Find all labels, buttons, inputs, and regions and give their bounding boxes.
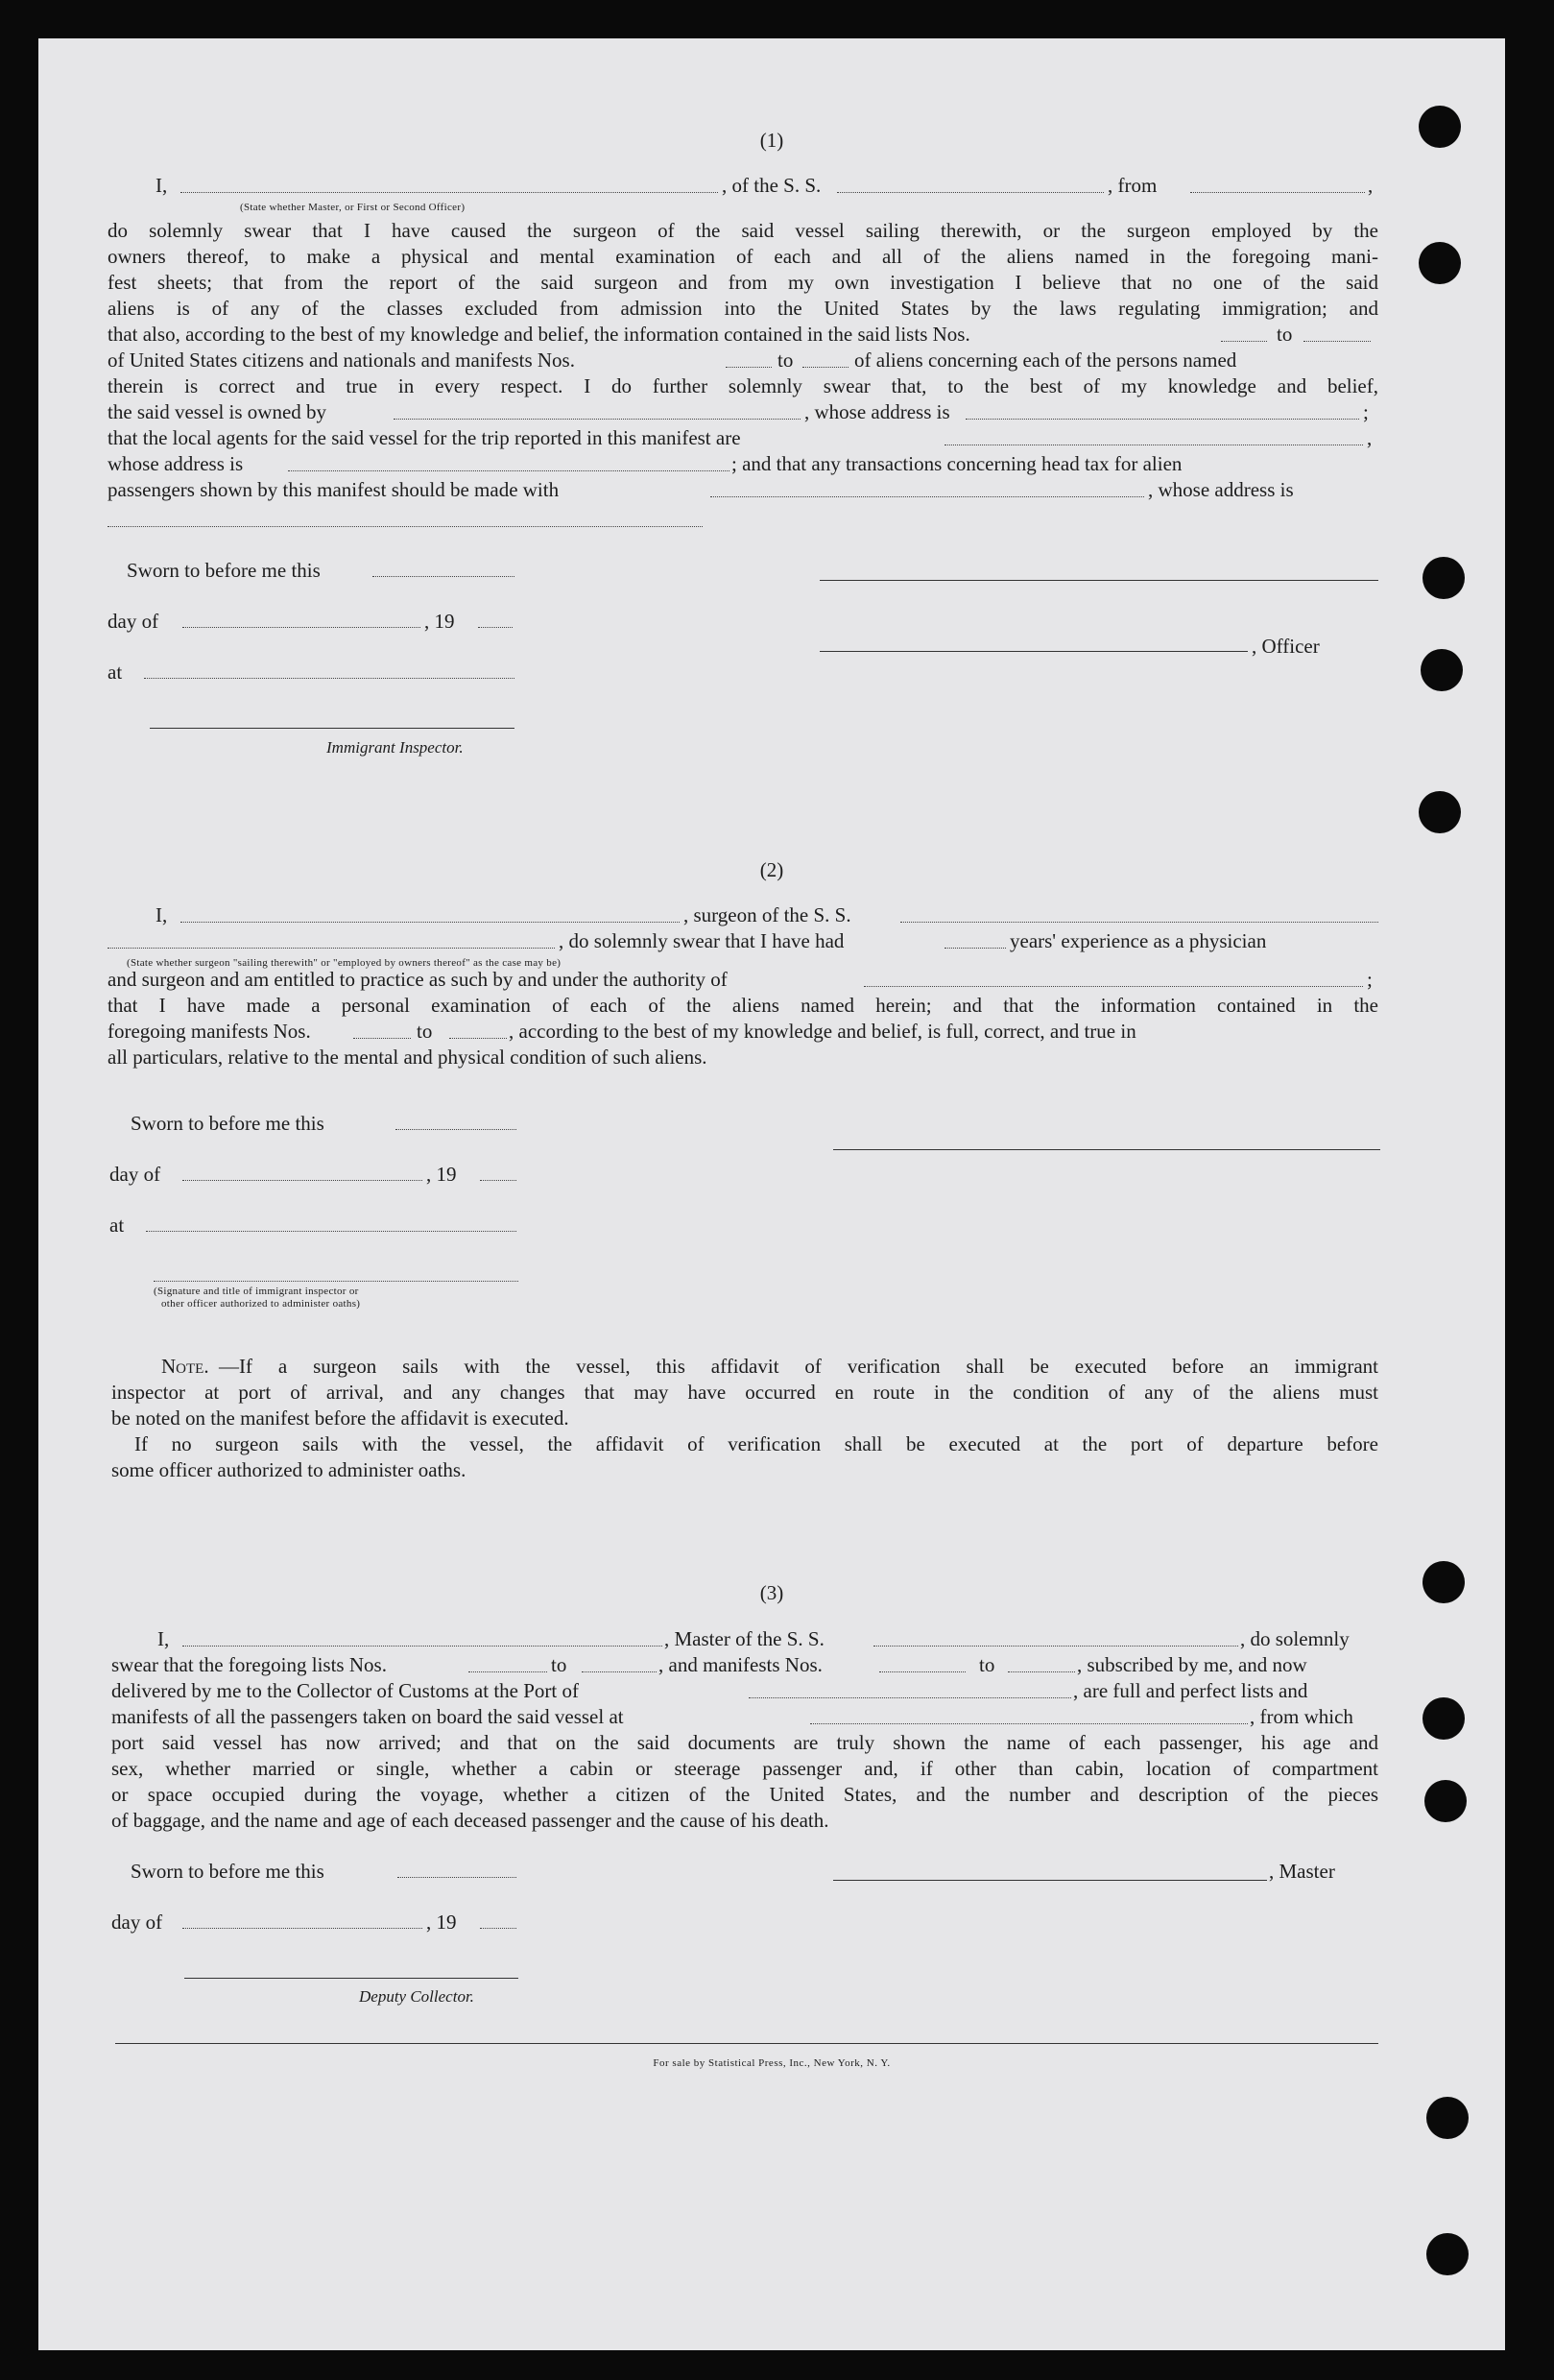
manifest-affidavit-page (38, 38, 1505, 2350)
s3-i-label: I, (157, 1627, 170, 1650)
punch-hole (1423, 557, 1465, 599)
s3-year-field[interactable] (480, 1928, 516, 1929)
s2-manifests-to: to (417, 1020, 433, 1043)
s3-master-signature-line[interactable] (833, 1880, 1267, 1881)
s3-manifests-to: to (979, 1653, 995, 1676)
s1-day-of-label: day of (108, 610, 159, 633)
s1-sworn-day-field[interactable] (372, 576, 514, 577)
s3-solemnly-label: , do solemnly (1240, 1627, 1350, 1650)
s1-text-line-2: owners thereof, to make a physical and mental examination of each and all of the aliens named in the foregoing mani- (108, 245, 1378, 268)
s1-place-field[interactable] (144, 678, 514, 679)
section-1-number: (1) (759, 129, 784, 152)
punch-hole (1421, 649, 1463, 691)
s1-line6-text: of United States citizens and nationals and manifests Nos. (108, 349, 575, 372)
s3-lists-from-field[interactable] (468, 1671, 547, 1672)
s3-sworn-label: Sworn to before me this (131, 1860, 324, 1883)
s3-lists-to: to (551, 1653, 567, 1676)
s2-month-field[interactable] (182, 1180, 422, 1181)
s1-agents-label: that the local agents for the said vessel for the trip reported in this manifest are (108, 426, 741, 449)
s2-manifests-to-field[interactable] (449, 1038, 507, 1039)
s2-sworn-label: Sworn to before me this (131, 1112, 324, 1135)
s2-at-label: at (109, 1214, 125, 1237)
s3-text-line-8: of baggage, and the name and age of each deceased passenger and the cause of his death. (111, 1809, 829, 1832)
s1-from-port-field[interactable] (1190, 192, 1365, 193)
s2-signature-hint-1: (Signature and title of immigrant inspector or (154, 1286, 359, 1297)
s2-text-line-6: all particulars, relative to the mental and physical condition of such aliens. (108, 1046, 707, 1069)
s1-line5-to: to (1277, 323, 1293, 346)
s3-lists-to-field[interactable] (582, 1671, 657, 1672)
s1-line6-rest: of aliens concerning each of the persons named (854, 349, 1237, 372)
s2-surgeon-signature-line[interactable] (833, 1149, 1380, 1150)
punch-hole (1426, 2233, 1469, 2275)
s3-master-of-label: , Master of the S. S. (664, 1627, 825, 1650)
s2-authority-label: and surgeon and am entitled to practice as such by and under the authority of (108, 968, 728, 991)
punch-hole (1423, 1561, 1465, 1603)
section-2-number: (2) (759, 858, 784, 881)
s3-lists-label: swear that the foregoing lists Nos. (111, 1653, 387, 1676)
s3-master-name-field[interactable] (182, 1646, 662, 1647)
s1-manifests-to-field[interactable] (802, 367, 849, 368)
s2-years-field[interactable] (944, 948, 1006, 949)
s2-semicolon: ; (1367, 968, 1373, 991)
s2-surgeon-hint: (State whether surgeon "sailing therewith" or "employed by owners thereof" as the case may be) (127, 957, 562, 969)
s1-line6-to: to (777, 349, 794, 372)
s1-of-ss-label: , of the S. S. (722, 174, 822, 197)
printer-footer: For sale by Statistical Press, Inc., New York, N. Y. (653, 2057, 891, 2069)
s1-at-label: at (108, 661, 123, 684)
s1-lists-to-field[interactable] (1303, 341, 1371, 342)
s1-month-field[interactable] (182, 627, 420, 628)
s1-agents-address-field[interactable] (288, 470, 729, 471)
note-text-line-1: —If a surgeon sails with the vessel, this affidavit of verification shall be executed before an immigrant (219, 1355, 1378, 1378)
s2-year-field[interactable] (480, 1180, 516, 1181)
note-text-line-5: some officer authorized to administer oaths. (111, 1458, 466, 1481)
s1-year-field[interactable] (478, 627, 513, 628)
s2-sworn-day-field[interactable] (395, 1129, 516, 1130)
s2-surgeon-name-field[interactable] (180, 922, 680, 923)
s2-vessel-name-field[interactable] (900, 922, 1378, 923)
s3-deputy-signature-line[interactable] (184, 1978, 518, 1979)
s1-text-line-4: aliens is of any of the classes excluded from admission into the United States by the laws regulating immigration; and (108, 297, 1378, 320)
s2-surgeon-of-label: , surgeon of the S. S. (683, 903, 851, 926)
s1-text-line-7: therein is correct and true in every respect. I do further solemnly swear that, to the best of my knowledge and belief, (108, 374, 1378, 397)
s2-manifests-from-field[interactable] (353, 1038, 411, 1039)
s1-inspector-caption: Immigrant Inspector. (326, 738, 464, 757)
s3-text-line-6: sex, whether married or single, whether a cabin or steerage passenger and, if other than cabin, location of compartment (111, 1757, 1378, 1780)
s2-surgeon-status-field[interactable] (108, 948, 555, 949)
punch-hole (1426, 2097, 1469, 2139)
s1-comma: , (1368, 174, 1374, 197)
s3-year-label: , 19 (426, 1911, 457, 1934)
s2-year-label: , 19 (426, 1163, 457, 1186)
s3-taken-at-label: manifests of all the passengers taken on board the said vessel at (111, 1705, 624, 1728)
s1-head-tax-address-field[interactable] (108, 526, 703, 527)
s1-text-line-1: do solemnly swear that I have caused the surgeon of the said vessel sailing therewith, or the surgeon employed by the (108, 219, 1378, 242)
s2-manifests-label: foregoing manifests Nos. (108, 1020, 311, 1043)
s3-taken-at-field[interactable] (810, 1723, 1248, 1724)
punch-hole (1423, 1697, 1465, 1740)
s1-head-tax-text: ; and that any transactions concerning head tax for alien (731, 452, 1183, 475)
s3-full-lists-label: , are full and perfect lists and (1073, 1679, 1308, 1702)
s1-owned-by-label: the said vessel is owned by (108, 400, 327, 423)
s1-line5-text: that also, according to the best of my knowledge and belief, the information contained in the said lists Nos. (108, 323, 970, 346)
s1-officer-label: , Officer (1252, 635, 1320, 658)
note-text-line-2: inspector at port of arrival, and any changes that may have occurred en route in the condition of any of the aliens must (111, 1381, 1378, 1404)
s2-i-label: I, (155, 903, 168, 926)
s1-from-label: , from (1108, 174, 1158, 197)
s1-semicolon: ; (1363, 400, 1369, 423)
punch-hole (1419, 791, 1461, 833)
s2-text-line-4: that I have made a personal examination of each of the aliens named herein; and that the information contained in the (108, 994, 1378, 1017)
punch-hole (1424, 1780, 1467, 1822)
s3-manifests-to-field[interactable] (1008, 1671, 1075, 1672)
punch-hole (1419, 106, 1461, 148)
s1-owner-field[interactable] (394, 419, 801, 420)
s1-agents-comma: , (1367, 426, 1373, 449)
s2-place-field[interactable] (146, 1231, 516, 1232)
s2-manifests-rest: , according to the best of my knowledge and belief, is full, correct, and true in (509, 1020, 1136, 1043)
s1-head-tax-address-label: , whose address is (1148, 478, 1294, 501)
s2-years-label: years' experience as a physician (1010, 929, 1267, 952)
s1-i-label: I, (155, 174, 168, 197)
s3-month-field[interactable] (182, 1928, 422, 1929)
s3-sworn-day-field[interactable] (397, 1877, 516, 1878)
s1-owner-address-field[interactable] (966, 419, 1359, 420)
s3-text-line-5: port said vessel has now arrived; and that on the said documents are truly shown the name of each passenger, his age and (111, 1731, 1378, 1754)
s1-manifests-from-field[interactable] (726, 367, 772, 368)
s1-sworn-label: Sworn to before me this (127, 559, 321, 582)
s1-head-tax-party-field[interactable] (710, 496, 1144, 497)
section-3-number: (3) (759, 1581, 784, 1604)
s3-port-field[interactable] (749, 1697, 1071, 1698)
s3-manifests-from-field[interactable] (879, 1671, 966, 1672)
s1-year-label: , 19 (424, 610, 455, 633)
s1-text-line-3: fest sheets; that from the report of the said surgeon and from my own investigation I believe that no one of the said (108, 271, 1378, 294)
s2-signature-hint-2: other officer authorized to administer oaths) (161, 1298, 361, 1310)
note-line-1 (161, 1354, 209, 1379)
s1-officer-title-line[interactable] (820, 651, 1248, 652)
s1-agents-address-label: whose address is (108, 452, 244, 475)
s3-day-of-label: day of (111, 1911, 163, 1934)
s1-inspector-signature-line[interactable] (150, 728, 514, 729)
s2-officer-signature-line[interactable] (154, 1281, 518, 1282)
s1-officer-hint: (State whether Master, or First or Second Officer) (240, 202, 466, 213)
punch-hole (1419, 242, 1461, 284)
s1-owner-address-label: , whose address is (804, 400, 950, 423)
s1-officer-signature-line[interactable] (820, 580, 1378, 581)
s3-subscribed-label: , subscribed by me, and now (1077, 1653, 1307, 1676)
s2-swear-label: , do solemnly swear that I have had (559, 929, 845, 952)
s3-manifests-label: , and manifests Nos. (658, 1653, 823, 1676)
s3-deputy-caption: Deputy Collector. (359, 1987, 474, 2006)
note-text-line-4: If no surgeon sails with the vessel, the affidavit of verification shall be executed at the port of departure before (134, 1432, 1378, 1455)
s3-from-which-label: , from which (1250, 1705, 1353, 1728)
s2-authority-field[interactable] (864, 986, 1363, 987)
footer-rule (115, 2043, 1378, 2044)
s3-vessel-name-field[interactable] (873, 1646, 1238, 1647)
note-label: Note. (161, 1355, 209, 1378)
s3-port-label: delivered by me to the Collector of Customs at the Port of (111, 1679, 579, 1702)
note-text-line-3: be noted on the manifest before the affidavit is executed. (111, 1406, 569, 1430)
s3-master-label: , Master (1269, 1860, 1335, 1883)
s1-officer-name-field[interactable] (180, 192, 718, 193)
s1-lists-from-field[interactable] (1221, 341, 1267, 342)
s1-vessel-name-field[interactable] (837, 192, 1104, 193)
s1-head-tax-with-label: passengers shown by this manifest should be made with (108, 478, 560, 501)
s2-day-of-label: day of (109, 1163, 161, 1186)
s3-text-line-7: or space occupied during the voyage, whether a citizen of the United States, and the number and description of the pieces (111, 1783, 1378, 1806)
